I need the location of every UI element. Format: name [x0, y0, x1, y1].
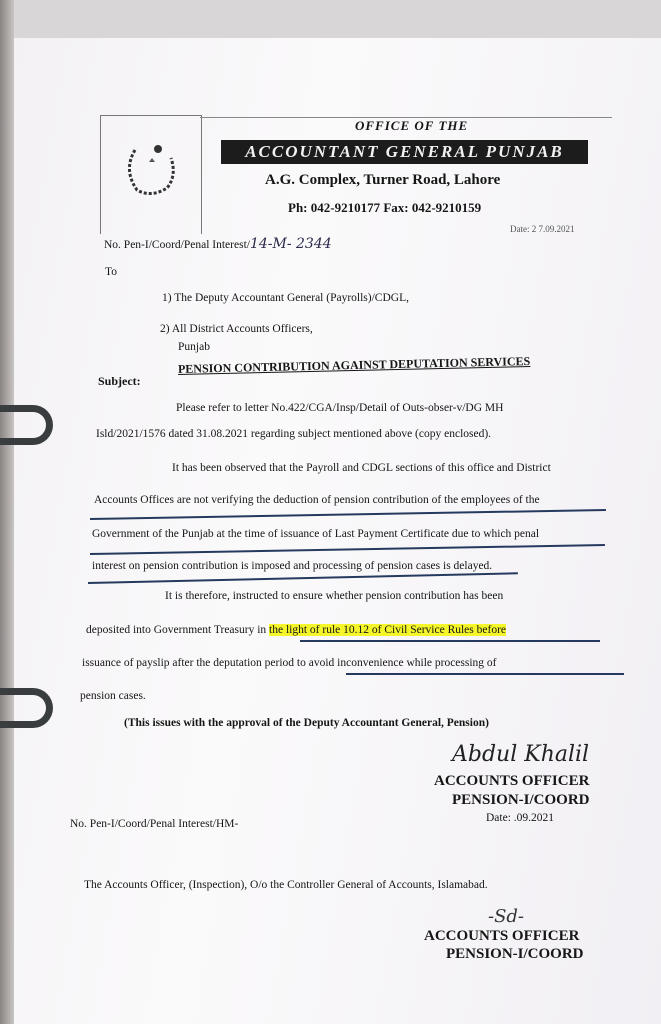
- signature-date: Date: .09.2021: [486, 812, 555, 824]
- office-of-label: OFFICE OF THE: [355, 118, 469, 133]
- binder-ring-bottom: [0, 688, 53, 728]
- letterhead-address: A.G. Complex, Turner Road, Lahore: [265, 172, 501, 188]
- paragraph-2-line-2: Accounts Offices are not verifying the deduction of pension contribution of the employees of the: [94, 494, 540, 506]
- endorsement-number: No. Pen-I/Coord/Penal Interest/HM-: [70, 818, 239, 830]
- reference-date: Date: 2 7.09.2021: [510, 224, 575, 234]
- endorsement-copy-to: The Accounts Officer, (Inspection), O/o the Controller General of Accounts, Islamabad.: [84, 879, 488, 891]
- paragraph-2-line-4: interest on pension contribution is imposed and processing of pension cases is delayed.: [92, 560, 493, 572]
- paragraph-3-line-3: issuance of payslip after the deputation period to avoid inconvenience while processing of: [82, 657, 497, 669]
- to-label: To: [105, 266, 117, 278]
- paragraph-3-line-1: It is therefore, instructed to ensure whether pension contribution has been: [165, 590, 504, 602]
- recipient-1: 1) The Deputy Accountant General (Payrolls)/CDGL,: [162, 292, 409, 304]
- letterhead-phone: Ph: 042-9210177 Fax: 042-9210159: [288, 200, 482, 215]
- signature-designation: ACCOUNTS OFFICER: [434, 773, 590, 789]
- sd-handwriting: -Sd-: [488, 906, 525, 927]
- highlighted-rule-reference: the light of rule 10.12 of Civil Service Rules before: [269, 624, 507, 636]
- subject-label: Subject:: [98, 374, 141, 388]
- recipient-2: 2) All District Accounts Officers,: [160, 323, 313, 335]
- government-crest-icon: [121, 140, 181, 200]
- reference-number: No. Pen-I/Coord/Penal Interest/14-M- 2344: [104, 236, 332, 252]
- paragraph-2-line-1: It has been observed that the Payroll and CDGL sections of this office and District: [172, 462, 551, 474]
- paragraph-2-line-3: Government of the Punjab at the time of issuance of Last Payment Certificate due to which penal: [92, 528, 540, 540]
- recipient-2-city: Punjab: [178, 341, 210, 353]
- signature-2-section: PENSION-I/COORD: [446, 946, 584, 962]
- handwritten-reference: 14-M- 2344: [249, 236, 332, 252]
- underline-stroke: [346, 673, 624, 675]
- subject-text: PENSION CONTRIBUTION AGAINST DEPUTATION SERVICES: [177, 354, 531, 376]
- paragraph-1-line-1: Please refer to letter No.422/CGA/Insp/Detail of Outs-obser-v/DG MH: [176, 402, 504, 414]
- paragraph-1-line-2: Isld/2021/1576 dated 31.08.2021 regarding subject mentioned above (copy enclosed).: [96, 428, 492, 440]
- binder-edge: [0, 0, 14, 1024]
- signature-handwriting: Abdul Khalil: [452, 742, 590, 767]
- letterhead-title: ACCOUNTANT GENERAL PUNJAB: [221, 140, 588, 164]
- approval-note: (This issues with the approval of the Deputy Accountant General, Pension): [124, 717, 489, 729]
- binder-ring-top: [0, 405, 53, 445]
- underline-stroke: [300, 640, 600, 642]
- paragraph-3-line-4: pension cases.: [80, 690, 146, 702]
- signature-2-designation: ACCOUNTS OFFICER: [424, 928, 580, 944]
- signature-section: PENSION-I/COORD: [452, 792, 590, 808]
- paragraph-3-line-2: deposited into Government Treasury in the light of rule 10.12 of Civil Service Rules before: [86, 624, 507, 636]
